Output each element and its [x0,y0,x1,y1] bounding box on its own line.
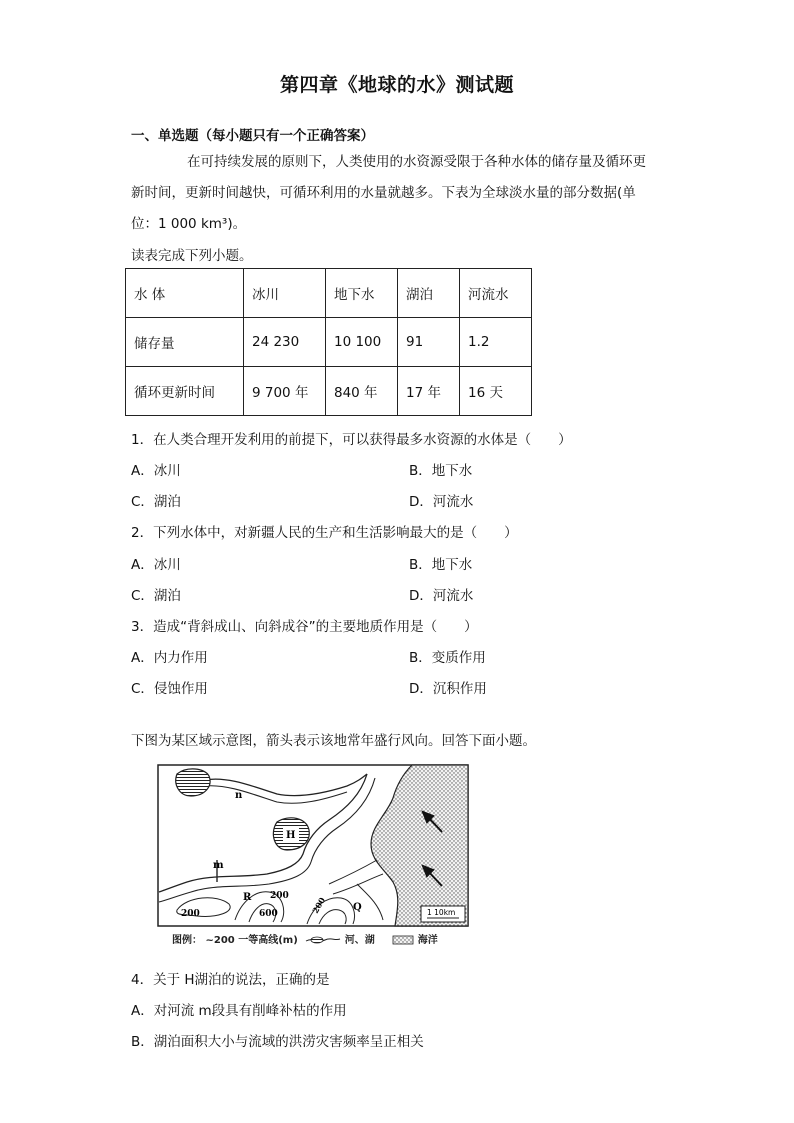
contour-label: 200 [181,909,200,919]
legend-prefix: 图例： [172,935,202,946]
question-2-option-b[interactable]: B．地下水 [409,557,473,573]
region-map-svg [157,764,469,946]
lake-top [176,769,210,796]
map-intro: 下图为某区域示意图，箭头表示该地常年盛行风向。回答下面小题。 [131,733,536,749]
question-4-option-a[interactable]: A．对河流 m段具有削峰补枯的作用 [131,1003,347,1019]
question-2-option-c[interactable]: C．湖泊 [131,588,181,604]
label-q: Q [353,902,362,913]
label-r: R [243,892,252,903]
contour-label: 200 [310,895,328,915]
intro-line-3: 位：1 000 km³)。 [131,216,247,232]
legend-river: 河、湖 [344,935,375,946]
table-cell: 91 [398,318,460,367]
freshwater-table [125,268,532,416]
table-row [126,367,532,416]
legend-contour: ~200 一等高线(m) [205,935,298,946]
table-cell: 840 年 [326,367,398,416]
question-4-stem: 4．关于 H湖泊的说法，正确的是 [131,972,330,988]
question-1-option-c[interactable]: C．湖泊 [131,494,181,510]
question-1-option-d[interactable]: D．河流水 [409,494,474,510]
page-title: 第四章《地球的水》测试题 [279,74,514,96]
table-cell: 湖泊 [398,269,460,318]
label-n: n [235,790,243,801]
table-cell: 冰川 [244,269,326,318]
table-cell: 17 年 [398,367,460,416]
scale-label: 1 10km [427,908,456,917]
question-1-stem: 1．在人类合理开发利用的前提下，可以获得最多水资源的水体是（ ） [131,432,572,448]
ocean-legend-icon [392,935,414,945]
table-cell: 10 100 [326,318,398,367]
table-cell: 地下水 [326,269,398,318]
question-2-stem: 2．下列水体中，对新疆人民的生产和生活影响最大的是（ ） [131,525,518,541]
label-m: m [213,860,224,871]
intro-line-4: 读表完成下列小题。 [131,248,253,264]
label-h: H [286,830,296,841]
table-cell: 24 230 [244,318,326,367]
question-4-option-b[interactable]: B．湖泊面积大小与流域的洪涝灾害频率呈正相关 [131,1034,424,1050]
table-cell: 9 700 年 [244,367,326,416]
table-row [126,318,532,367]
intro-line-1: 在可持续发展的原则下，人类使用的水资源受限于各种水体的储存量及循环更 [187,154,646,170]
table-cell: 1.2 [460,318,532,367]
question-1-option-b[interactable]: B．地下水 [409,463,473,479]
table-cell: 16 天 [460,367,532,416]
question-3-stem: 3．造成“背斜成山、向斜成谷”的主要地质作用是（ ） [131,619,478,635]
map-legend [172,931,438,946]
table-row [126,269,532,318]
question-1-option-a[interactable]: A．冰川 [131,463,181,479]
question-3-option-c[interactable]: C．侵蚀作用 [131,681,208,697]
question-3-option-a[interactable]: A．内力作用 [131,650,208,666]
table-cell: 储存量 [126,318,244,367]
river-legend-icon [305,935,341,945]
question-2-option-a[interactable]: A．冰川 [131,557,181,573]
question-2-option-d[interactable]: D．河流水 [409,588,474,604]
region-map [157,764,469,946]
table-cell: 循环更新时间 [126,367,244,416]
intro-line-2: 新时间，更新时间越快，可循环利用的水量就越多。下表为全球淡水量的部分数据(单 [131,185,636,201]
question-3-option-d[interactable]: D．沉积作用 [409,681,487,697]
contour-label: 600 [259,909,278,919]
question-3-option-b[interactable]: B．变质作用 [409,650,486,666]
table-cell: 河流水 [460,269,532,318]
section-heading: 一、单选题（每小题只有一个正确答案） [131,128,374,144]
table-cell: 水 体 [126,269,244,318]
legend-ocean: 海洋 [417,935,438,946]
contour-label: 200 [270,891,289,901]
